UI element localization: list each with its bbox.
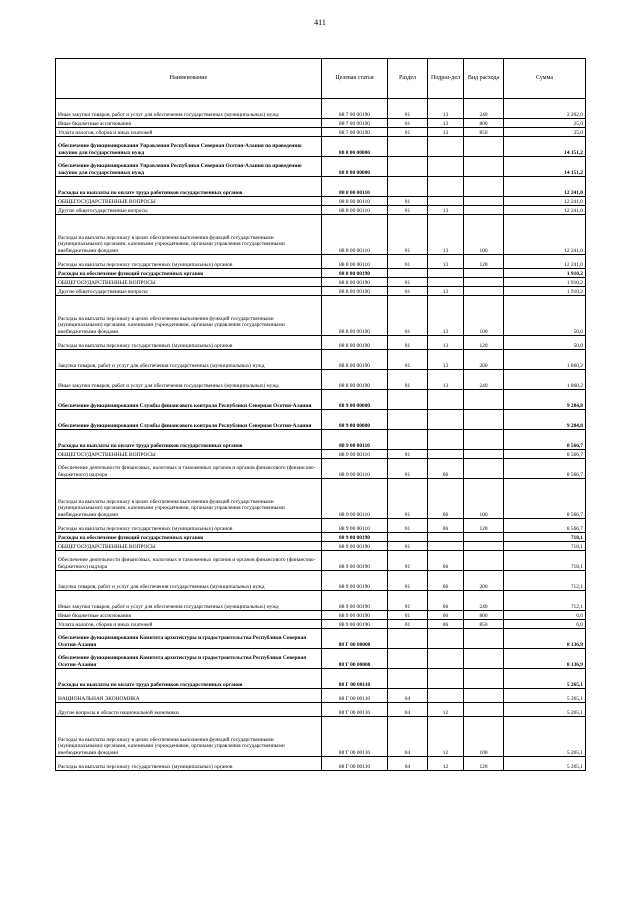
cell-section: 01	[388, 215, 428, 255]
cell-subsection: 06	[428, 611, 464, 620]
budget-table	[55, 58, 586, 771]
cell-section: 01	[388, 278, 428, 287]
cell-name: НАЦИОНАЛЬНАЯ ЭКОНОМИКА	[56, 689, 322, 703]
cell-sum: 14 151,2	[504, 157, 586, 177]
cell-subsection	[428, 157, 464, 177]
cell-sum: 8 136,9	[504, 629, 586, 649]
cell-code: 88 8 00 00110	[322, 206, 388, 215]
cell-code: 88 8 00 00000	[322, 157, 388, 177]
cell-code: 88 Г 00 00000	[322, 629, 388, 649]
table-row	[56, 278, 586, 287]
table-row	[56, 629, 586, 649]
cell-type	[464, 629, 504, 649]
cell-section	[388, 390, 428, 410]
cell-subsection: 06	[428, 620, 464, 629]
cell-name: Закупка товаров, работ и услуг для обеспечения государственных (муниципальных) нужд	[56, 350, 322, 370]
cell-type	[464, 533, 504, 542]
header-code: Целевая статья	[322, 59, 388, 99]
cell-name: ОБЩЕГОСУДАРСТВЕННЫЕ ВОПРОСЫ	[56, 450, 322, 459]
cell-section	[388, 177, 428, 197]
cell-type	[464, 542, 504, 551]
cell-code: 88 Г 00 00110	[322, 689, 388, 703]
cell-sum: 712,1	[504, 571, 586, 591]
cell-subsection: 06	[428, 519, 464, 533]
cell-name: Расходы на выплаты персоналу государственных (муниципальных) органов	[56, 336, 322, 350]
cell-section	[388, 430, 428, 450]
cell-sum: 1 860,2	[504, 370, 586, 390]
cell-subsection	[428, 390, 464, 410]
table-row	[56, 197, 586, 206]
cell-section: 01	[388, 519, 428, 533]
cell-section	[388, 629, 428, 649]
cell-subsection	[428, 669, 464, 689]
cell-subsection: 12	[428, 703, 464, 717]
cell-subsection: 13	[428, 206, 464, 215]
cell-code: 88 8 00 00190	[322, 269, 388, 278]
cell-section: 01	[388, 571, 428, 591]
cell-subsection: 13	[428, 296, 464, 336]
cell-name: Иные закупки товаров, работ и услуг для обеспечения государственных (муниципальных) нужд	[56, 370, 322, 390]
cell-section	[388, 533, 428, 542]
table-row	[56, 591, 586, 611]
cell-subsection	[428, 278, 464, 287]
cell-name: Иные закупки товаров, работ и услуг для обеспечения государственных (муниципальных) нужд	[56, 591, 322, 611]
cell-sum: 8 566,7	[504, 459, 586, 479]
header-name: Наименование	[56, 59, 322, 99]
cell-type: 120	[464, 757, 504, 771]
cell-type: 850	[464, 128, 504, 137]
cell-code: 88 9 00 00110	[322, 519, 388, 533]
cell-name: Иные бюджетные ассигнования	[56, 611, 322, 620]
cell-code: 88 8 00 00190	[322, 350, 388, 370]
cell-type: 240	[464, 370, 504, 390]
cell-section: 01	[388, 620, 428, 629]
cell-sum: 12 241,0	[504, 197, 586, 206]
cell-subsection: 13	[428, 119, 464, 128]
cell-code: 88 8 00 00190	[322, 336, 388, 350]
cell-name: Расходы на выплаты по оплате труда работников государственных органов	[56, 430, 322, 450]
cell-sum: 9 284,8	[504, 390, 586, 410]
cell-name: Иные бюджетные ассигнования	[56, 119, 322, 128]
cell-name: Обеспечение функционирования Службы финансового контроля Республики Северная Осетия-Алания	[56, 410, 322, 430]
cell-name: Обеспечение деятельности финансовых, налоговых и таможенных органов и органов финансового (финансово-бюджетного) надзора	[56, 551, 322, 571]
cell-name: Другие вопросы в области национальной экономики	[56, 703, 322, 717]
table-row	[56, 430, 586, 450]
cell-sum: 50,0	[504, 336, 586, 350]
cell-type: 120	[464, 519, 504, 533]
cell-section: 01	[388, 119, 428, 128]
cell-code: 88 8 00 00110	[322, 177, 388, 197]
cell-subsection: 06	[428, 459, 464, 479]
cell-code: 88 9 00 00110	[322, 459, 388, 479]
cell-code: 88 8 00 00190	[322, 278, 388, 287]
cell-sum: 8 136,9	[504, 649, 586, 669]
cell-section: 01	[388, 551, 428, 571]
cell-name: Другие общегосударственные вопросы	[56, 287, 322, 296]
cell-type	[464, 703, 504, 717]
cell-code: 88 9 00 00190	[322, 551, 388, 571]
cell-name: ОБЩЕГОСУДАРСТВЕННЫЕ ВОПРОСЫ	[56, 278, 322, 287]
cell-name: Закупка товаров, работ и услуг для обеспечения государственных (муниципальных) нужд	[56, 571, 322, 591]
cell-type: 240	[464, 591, 504, 611]
cell-subsection: 13	[428, 350, 464, 370]
cell-name: ОБЩЕГОСУДАРСТВЕННЫЕ ВОПРОСЫ	[56, 197, 322, 206]
cell-sum: 718,1	[504, 551, 586, 571]
table-row	[56, 287, 586, 296]
cell-section: 01	[388, 350, 428, 370]
cell-sum: 9 284,8	[504, 410, 586, 430]
table-row	[56, 137, 586, 157]
cell-type: 100	[464, 296, 504, 336]
table-row	[56, 649, 586, 669]
page-number: 411	[314, 18, 326, 27]
table-header-row	[56, 59, 586, 99]
table-row	[56, 370, 586, 390]
cell-section	[388, 649, 428, 669]
cell-name: Расходы на обеспечение функций государственных органов	[56, 269, 322, 278]
cell-sum: 1 910,2	[504, 269, 586, 278]
cell-type: 100	[464, 717, 504, 757]
cell-code: 88 9 00 00190	[322, 533, 388, 542]
cell-subsection	[428, 197, 464, 206]
cell-name: Обеспечение функционирования Управления Республики Северная Осетия-Алания по проведению закупок для государственных нужд	[56, 137, 322, 157]
table-row	[56, 269, 586, 278]
cell-subsection	[428, 450, 464, 459]
cell-subsection: 06	[428, 571, 464, 591]
cell-code: 88 9 00 00000	[322, 390, 388, 410]
table-row	[56, 689, 586, 703]
cell-section: 01	[388, 459, 428, 479]
cell-type	[464, 206, 504, 215]
cell-code: 88 7 00 00190	[322, 128, 388, 137]
table-row	[56, 459, 586, 479]
cell-sum: 8 566,7	[504, 519, 586, 533]
cell-subsection: 12	[428, 717, 464, 757]
cell-type	[464, 649, 504, 669]
cell-type	[464, 430, 504, 450]
cell-sum: 718,1	[504, 533, 586, 542]
cell-subsection	[428, 430, 464, 450]
cell-code: 88 Г 00 00110	[322, 717, 388, 757]
table-row	[56, 177, 586, 197]
cell-sum: 12 241,0	[504, 206, 586, 215]
table-row	[56, 703, 586, 717]
table-row	[56, 128, 586, 137]
cell-sum: 25,0	[504, 119, 586, 128]
cell-section: 01	[388, 128, 428, 137]
cell-sum: 12 241,0	[504, 255, 586, 269]
cell-type: 120	[464, 255, 504, 269]
cell-section: 01	[388, 542, 428, 551]
table-row	[56, 450, 586, 459]
table-row	[56, 551, 586, 571]
cell-type: 800	[464, 611, 504, 620]
table-row	[56, 479, 586, 519]
cell-subsection: 06	[428, 479, 464, 519]
table-row	[56, 669, 586, 689]
cell-section: 04	[388, 703, 428, 717]
cell-code: 88 9 00 00110	[322, 430, 388, 450]
cell-code: 88 Г 00 00110	[322, 757, 388, 771]
cell-code: 88 9 00 00190	[322, 611, 388, 620]
cell-subsection: 13	[428, 99, 464, 119]
cell-section: 04	[388, 689, 428, 703]
table-row	[56, 336, 586, 350]
cell-sum: 14 151,2	[504, 137, 586, 157]
cell-subsection	[428, 649, 464, 669]
cell-sum: 50,0	[504, 296, 586, 336]
cell-sum: 25,0	[504, 128, 586, 137]
cell-sum: 2 202,0	[504, 99, 586, 119]
cell-type	[464, 551, 504, 571]
cell-code: 88 7 00 00190	[322, 99, 388, 119]
cell-sum: 1 910,2	[504, 287, 586, 296]
table-row	[56, 620, 586, 629]
cell-code: 88 8 00 00190	[322, 370, 388, 390]
cell-name: Уплата налогов, сборов и иных платежей	[56, 128, 322, 137]
cell-type	[464, 278, 504, 287]
cell-type	[464, 137, 504, 157]
table-row	[56, 571, 586, 591]
cell-section: 01	[388, 99, 428, 119]
cell-sum: 718,1	[504, 542, 586, 551]
cell-sum: 5 265,1	[504, 669, 586, 689]
cell-section: 01	[388, 611, 428, 620]
cell-name: Уплата налогов, сборов и иных платежей	[56, 620, 322, 629]
cell-type	[464, 177, 504, 197]
cell-subsection: 13	[428, 215, 464, 255]
table-row	[56, 215, 586, 255]
cell-sum: 5 265,1	[504, 689, 586, 703]
cell-subsection: 12	[428, 757, 464, 771]
cell-subsection	[428, 533, 464, 542]
cell-section	[388, 157, 428, 177]
cell-name: Расходы на выплаты по оплате труда работников государственных органов	[56, 669, 322, 689]
table-row	[56, 390, 586, 410]
cell-subsection	[428, 177, 464, 197]
cell-sum: 1 910,2	[504, 278, 586, 287]
cell-code: 88 9 00 00000	[322, 410, 388, 430]
cell-name: Обеспечение функционирования Службы финансового контроля Республики Северная Осетия-Алания	[56, 390, 322, 410]
cell-code: 88 9 00 00190	[322, 542, 388, 551]
cell-code: 88 Г 00 00110	[322, 703, 388, 717]
cell-code: 88 8 00 00190	[322, 296, 388, 336]
cell-subsection	[428, 269, 464, 278]
cell-type	[464, 157, 504, 177]
cell-section: 01	[388, 450, 428, 459]
cell-section: 04	[388, 757, 428, 771]
cell-section: 01	[388, 591, 428, 611]
cell-subsection: 06	[428, 551, 464, 571]
cell-subsection	[428, 410, 464, 430]
table-row	[56, 350, 586, 370]
cell-type: 100	[464, 479, 504, 519]
cell-section: 01	[388, 255, 428, 269]
cell-type: 800	[464, 119, 504, 128]
cell-subsection	[428, 629, 464, 649]
cell-type: 100	[464, 215, 504, 255]
cell-name: Иные закупки товаров, работ и услуг для обеспечения государственных (муниципальных) нужд	[56, 99, 322, 119]
table-row	[56, 533, 586, 542]
table-row	[56, 757, 586, 771]
cell-name: Обеспечение функционирования Управления Республики Северная Осетия-Алания по проведению закупок для государственных нужд	[56, 157, 322, 177]
cell-sum: 12 241,0	[504, 215, 586, 255]
cell-code: 88 Г 00 00000	[322, 649, 388, 669]
cell-code: 88 9 00 00110	[322, 450, 388, 459]
table-row	[56, 99, 586, 119]
cell-type: 200	[464, 571, 504, 591]
cell-type	[464, 287, 504, 296]
cell-name: Расходы на выплаты по оплате труда работников государственных органов	[56, 177, 322, 197]
table-row	[56, 542, 586, 551]
header-section: Раздел	[388, 59, 428, 99]
cell-name: Обеспечение функционирования Комитета архитектуры и градостроительства Республики Северная Осетия-Алания	[56, 649, 322, 669]
cell-type	[464, 450, 504, 459]
cell-section: 01	[388, 370, 428, 390]
cell-code: 88 9 00 00110	[322, 479, 388, 519]
table-row	[56, 119, 586, 128]
cell-code: 88 8 00 00000	[322, 137, 388, 157]
cell-section: 01	[388, 296, 428, 336]
cell-type: 240	[464, 99, 504, 119]
table-row	[56, 611, 586, 620]
cell-section	[388, 137, 428, 157]
cell-code: 88 7 00 00190	[322, 119, 388, 128]
cell-subsection	[428, 542, 464, 551]
cell-section: 01	[388, 336, 428, 350]
header-type: Вид расхода	[464, 59, 504, 99]
cell-subsection	[428, 137, 464, 157]
cell-name: Обеспечение функционирования Комитета архитектуры и градостроительства Республики Северная Осетия-Алания	[56, 629, 322, 649]
cell-type: 120	[464, 336, 504, 350]
cell-sum: 5 265,1	[504, 703, 586, 717]
cell-type	[464, 410, 504, 430]
cell-type	[464, 459, 504, 479]
cell-name: Расходы на выплаты персоналу государственных (муниципальных) органов	[56, 519, 322, 533]
cell-type	[464, 269, 504, 278]
table-row	[56, 717, 586, 757]
cell-type	[464, 669, 504, 689]
cell-type	[464, 689, 504, 703]
cell-type	[464, 197, 504, 206]
cell-sum: 8 566,7	[504, 479, 586, 519]
cell-section: 01	[388, 479, 428, 519]
cell-name: ОБЩЕГОСУДАРСТВЕННЫЕ ВОПРОСЫ	[56, 542, 322, 551]
header-sum: Сумма	[504, 59, 586, 99]
table-row	[56, 206, 586, 215]
cell-subsection: 13	[428, 336, 464, 350]
cell-sum: 12 241,0	[504, 177, 586, 197]
cell-name: Другие общегосударственные вопросы	[56, 206, 322, 215]
cell-code: 88 Г 00 00110	[322, 669, 388, 689]
cell-sum: 5 265,1	[504, 717, 586, 757]
cell-section	[388, 410, 428, 430]
cell-subsection: 13	[428, 255, 464, 269]
cell-subsection: 06	[428, 591, 464, 611]
cell-code: 88 9 00 00190	[322, 620, 388, 629]
cell-code: 88 9 00 00190	[322, 571, 388, 591]
cell-sum: 1 860,2	[504, 350, 586, 370]
table-row	[56, 157, 586, 177]
cell-name: Расходы на выплаты персоналу государственных (муниципальных) органов	[56, 757, 322, 771]
cell-name: Расходы на выплаты персоналу в целях обеспечения выполнения функций государственными (муниципальными) органами, казенными учреждениями, органами управления государственными внебюджетными фондами	[56, 296, 322, 336]
cell-subsection: 13	[428, 370, 464, 390]
cell-name: Расходы на выплаты персоналу в целях обеспечения выполнения функций государственными (муниципальными) органами, казенными учреждениями, органами управления государственными внебюджетными фондами	[56, 717, 322, 757]
cell-sum: 8 566,7	[504, 450, 586, 459]
cell-sum: 6,0	[504, 611, 586, 620]
cell-type	[464, 390, 504, 410]
cell-subsection	[428, 689, 464, 703]
cell-code: 88 9 00 00190	[322, 591, 388, 611]
cell-name: Обеспечение деятельности финансовых, налоговых и таможенных органов и органов финансового (финансово-бюджетного) надзора	[56, 459, 322, 479]
table-row	[56, 255, 586, 269]
cell-section	[388, 269, 428, 278]
table-row	[56, 410, 586, 430]
cell-name: Расходы на выплаты персоналу в целях обеспечения выполнения функций государственными (муниципальными) органами, казенными учреждениями, органами управления государственными внебюджетными фондами	[56, 479, 322, 519]
cell-sum: 5 265,1	[504, 757, 586, 771]
cell-type: 850	[464, 620, 504, 629]
cell-name: Расходы на выплаты персоналу государственных (муниципальных) органов	[56, 255, 322, 269]
header-subsection: Подраз-дел	[428, 59, 464, 99]
cell-section: 04	[388, 717, 428, 757]
cell-subsection: 13	[428, 287, 464, 296]
cell-code: 88 8 00 00110	[322, 197, 388, 206]
cell-name: Расходы на выплаты персоналу в целях обеспечения выполнения функций государственными (муниципальными) органами, казенными учреждениями, органами управления государственными внебюджетными фондами	[56, 215, 322, 255]
table-row	[56, 519, 586, 533]
cell-section	[388, 669, 428, 689]
cell-code: 88 8 00 00190	[322, 287, 388, 296]
cell-sum: 712,1	[504, 591, 586, 611]
cell-code: 88 8 00 00110	[322, 255, 388, 269]
cell-section: 01	[388, 287, 428, 296]
table-row	[56, 296, 586, 336]
cell-sum: 6,0	[504, 620, 586, 629]
cell-name: Расходы на обеспечение функций государственных органов	[56, 533, 322, 542]
cell-subsection: 13	[428, 128, 464, 137]
cell-sum: 8 566,7	[504, 430, 586, 450]
cell-type: 200	[464, 350, 504, 370]
cell-code: 88 8 00 00110	[322, 215, 388, 255]
cell-section: 01	[388, 206, 428, 215]
cell-section: 01	[388, 197, 428, 206]
